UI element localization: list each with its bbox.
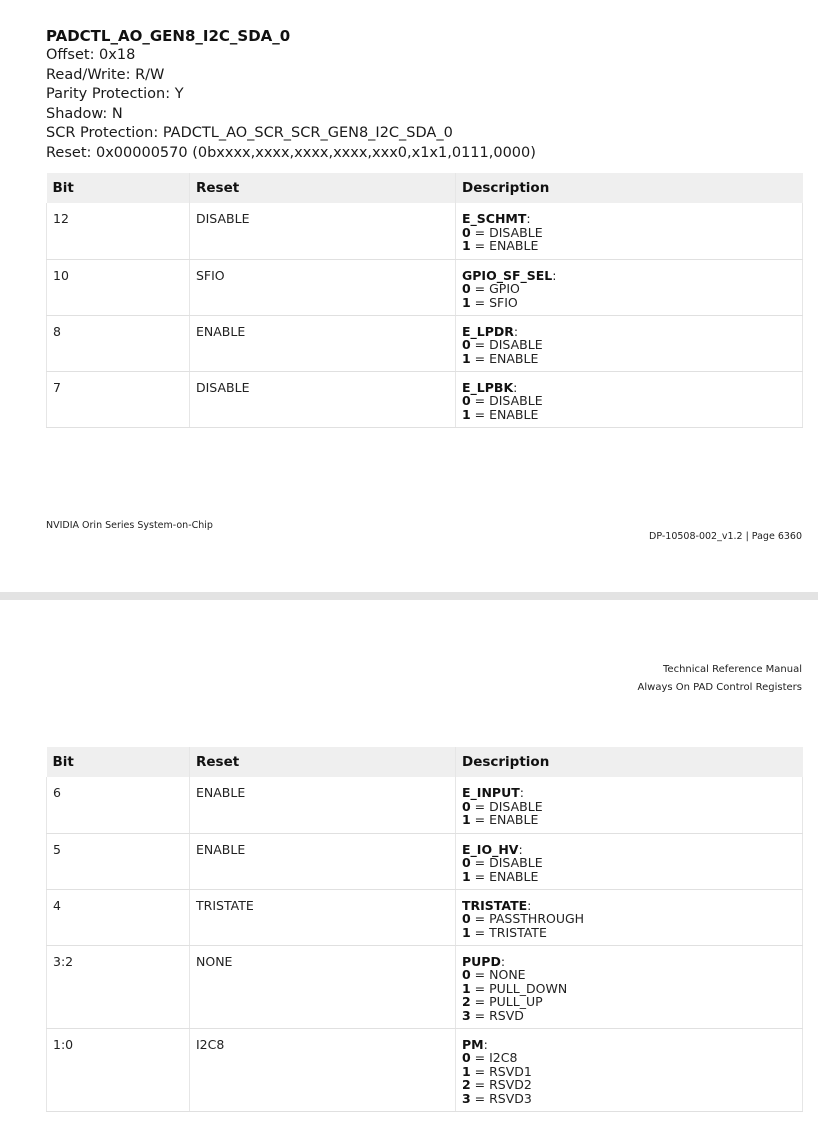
enum-line <box>462 338 796 352</box>
enum-value: 0 <box>462 281 471 296</box>
header-description: Description <box>456 173 803 203</box>
enum-value: 1 <box>462 924 471 940</box>
header-bit: Bit <box>47 173 190 203</box>
enum-line <box>462 870 796 884</box>
field-name: PM <box>462 1036 484 1052</box>
field-name-line: TRISTATE: <box>462 897 532 913</box>
table-row <box>47 945 803 1028</box>
enum-text: = DISABLE <box>470 798 543 814</box>
enum-line <box>462 995 796 1009</box>
field-name: E_INPUT <box>462 785 520 800</box>
enum-value: 0 <box>462 337 471 352</box>
enum-text: = TRISTATE <box>470 924 547 940</box>
field-name-line: E_IO_HV: <box>462 841 523 857</box>
register-parity: Parity Protection: Y <box>46 86 184 102</box>
table-row <box>47 1028 803 1111</box>
enum-text: = RSVD <box>470 1007 524 1023</box>
cell-reset: DISABLE <box>190 371 456 427</box>
cell-bit: 5 <box>47 833 190 889</box>
enum-value: 1 <box>462 238 471 253</box>
enum-value: 0 <box>462 911 471 926</box>
enum-line <box>462 352 796 366</box>
enum-text: = ENABLE <box>470 238 539 253</box>
table-row <box>47 203 803 259</box>
enum-text: = DISABLE <box>470 337 543 352</box>
enum-text: = NONE <box>470 967 526 982</box>
cell-description <box>456 833 803 889</box>
cell-description <box>456 259 803 315</box>
register-reset: Reset: 0x00000570 (0bxxxx,xxxx,xxxx,xxxx,xxx0,x1x1,0111,0000) <box>46 144 536 161</box>
enum-line <box>462 800 796 814</box>
cell-description <box>456 777 803 833</box>
enum-value: 1 <box>462 350 471 366</box>
footer-product: NVIDIA Orin Series System-on-Chip <box>46 520 213 531</box>
enum-value: 1 <box>462 294 471 310</box>
cell-reset: TRISTATE <box>190 889 456 945</box>
cell-reset: DISABLE <box>190 203 456 259</box>
header-reset: Reset <box>190 747 456 777</box>
field-name: PUPD <box>462 953 501 969</box>
cell-description <box>456 371 803 427</box>
enum-value: 1 <box>462 812 471 827</box>
field-name: TRISTATE <box>462 897 528 913</box>
enum-text: = RSVD3 <box>470 1090 532 1106</box>
enum-text: = PULL_DOWN <box>470 980 568 996</box>
enum-text: = ENABLE <box>470 406 539 422</box>
register-offset: Offset: 0x18 <box>46 47 136 63</box>
field-name: E_SCHMT <box>462 211 527 226</box>
enum-value: 0 <box>462 1050 471 1065</box>
field-name: GPIO_SF_SEL <box>462 267 553 283</box>
enum-value: 2 <box>462 1077 471 1092</box>
enum-value: 3 <box>462 1007 471 1023</box>
enum-line <box>462 1078 796 1092</box>
enum-text: = DISABLE <box>470 224 543 240</box>
cell-reset: ENABLE <box>190 833 456 889</box>
register-scr: SCR Protection: PADCTL_AO_SCR_SCR_GEN8_I2C_SDA_0 <box>46 125 453 141</box>
enum-line <box>462 968 796 982</box>
cell-bit: 10 <box>47 259 190 315</box>
table-row <box>47 259 803 315</box>
cell-bit: 12 <box>47 203 190 259</box>
enum-line <box>462 1009 796 1023</box>
enum-value: 2 <box>462 994 471 1009</box>
cell-reset: ENABLE <box>190 777 456 833</box>
enum-text: = RSVD2 <box>470 1077 532 1092</box>
header-section-title: Always On PAD Control Registers <box>637 682 802 693</box>
field-name-line: GPIO_SF_SEL: <box>462 267 557 283</box>
enum-value: 3 <box>462 1090 471 1106</box>
enum-text: = ENABLE <box>470 868 539 884</box>
enum-value: 0 <box>462 224 471 240</box>
field-name: E_LPBK <box>462 379 514 395</box>
register-read-write: Read/Write: R/W <box>46 66 165 83</box>
header-description: Description <box>456 747 803 777</box>
cell-bit: 4 <box>47 889 190 945</box>
table-row <box>47 833 803 889</box>
page-lower <box>0 600 818 1141</box>
field-name-line: E_SCHMT: <box>462 211 531 226</box>
table-header-row <box>47 173 803 203</box>
field-name: E_IO_HV <box>462 841 519 857</box>
enum-value: 0 <box>462 798 471 814</box>
register-shadow: Shadow: N <box>46 105 123 122</box>
bitfield-table-2 <box>46 747 803 1112</box>
enum-value: 0 <box>462 855 471 870</box>
field-name-line: E_INPUT: <box>462 785 524 800</box>
enum-line <box>462 1051 796 1065</box>
enum-text: = ENABLE <box>470 350 539 366</box>
enum-line <box>462 282 796 296</box>
register-title: PADCTL_AO_GEN8_I2C_SDA_0 <box>46 27 291 45</box>
enum-text: = SFIO <box>470 294 518 310</box>
enum-text: = DISABLE <box>470 855 543 870</box>
cell-reset: SFIO <box>190 259 456 315</box>
cell-bit: 7 <box>47 371 190 427</box>
enum-text: = GPIO <box>470 281 520 296</box>
enum-text: = DISABLE <box>470 393 543 408</box>
header-manual-title: Technical Reference Manual <box>663 664 802 675</box>
enum-line <box>462 813 796 827</box>
cell-bit: 1:0 <box>47 1028 190 1111</box>
enum-value: 0 <box>462 967 471 982</box>
table-row <box>47 371 803 427</box>
field-name-line: E_LPDR: <box>462 323 519 339</box>
enum-line <box>462 226 796 240</box>
footer-page-number: DP-10508-002_v1.2 | Page 6360 <box>649 531 802 542</box>
cell-bit: 3:2 <box>47 945 190 1028</box>
enum-value: 1 <box>462 980 471 996</box>
enum-line <box>462 408 796 422</box>
enum-value: 1 <box>462 406 471 422</box>
cell-bit: 8 <box>47 315 190 371</box>
enum-text: = PASSTHROUGH <box>470 911 585 926</box>
enum-line <box>462 982 796 996</box>
header-reset: Reset <box>190 173 456 203</box>
enum-line <box>462 296 796 310</box>
cell-description <box>456 889 803 945</box>
enum-line <box>462 239 796 253</box>
page-separator <box>0 592 818 600</box>
field-name-line: E_LPBK: <box>462 379 518 395</box>
table-row <box>47 315 803 371</box>
enum-value: 1 <box>462 1063 471 1079</box>
enum-text: = ENABLE <box>470 812 539 827</box>
table-header-row <box>47 747 803 777</box>
cell-description <box>456 1028 803 1111</box>
field-name-line: PM: <box>462 1036 488 1052</box>
field-name-line: PUPD: <box>462 953 506 969</box>
enum-line <box>462 1092 796 1106</box>
enum-line <box>462 1065 796 1079</box>
enum-line <box>462 394 796 408</box>
cell-reset: NONE <box>190 945 456 1028</box>
cell-description <box>456 315 803 371</box>
cell-reset: ENABLE <box>190 315 456 371</box>
enum-line <box>462 856 796 870</box>
enum-text: = PULL_UP <box>470 994 543 1009</box>
enum-value: 1 <box>462 868 471 884</box>
table-row <box>47 889 803 945</box>
cell-bit: 6 <box>47 777 190 833</box>
header-bit: Bit <box>47 747 190 777</box>
enum-line <box>462 912 796 926</box>
register-info <box>46 27 806 163</box>
cell-description <box>456 945 803 1028</box>
enum-value: 0 <box>462 393 471 408</box>
enum-text: = I2C8 <box>470 1050 518 1065</box>
table-row <box>47 777 803 833</box>
bitfield-table-1 <box>46 173 803 428</box>
cell-reset: I2C8 <box>190 1028 456 1111</box>
field-name: E_LPDR <box>462 323 514 339</box>
enum-text: = RSVD1 <box>470 1063 532 1079</box>
cell-description <box>456 203 803 259</box>
enum-line <box>462 926 796 940</box>
